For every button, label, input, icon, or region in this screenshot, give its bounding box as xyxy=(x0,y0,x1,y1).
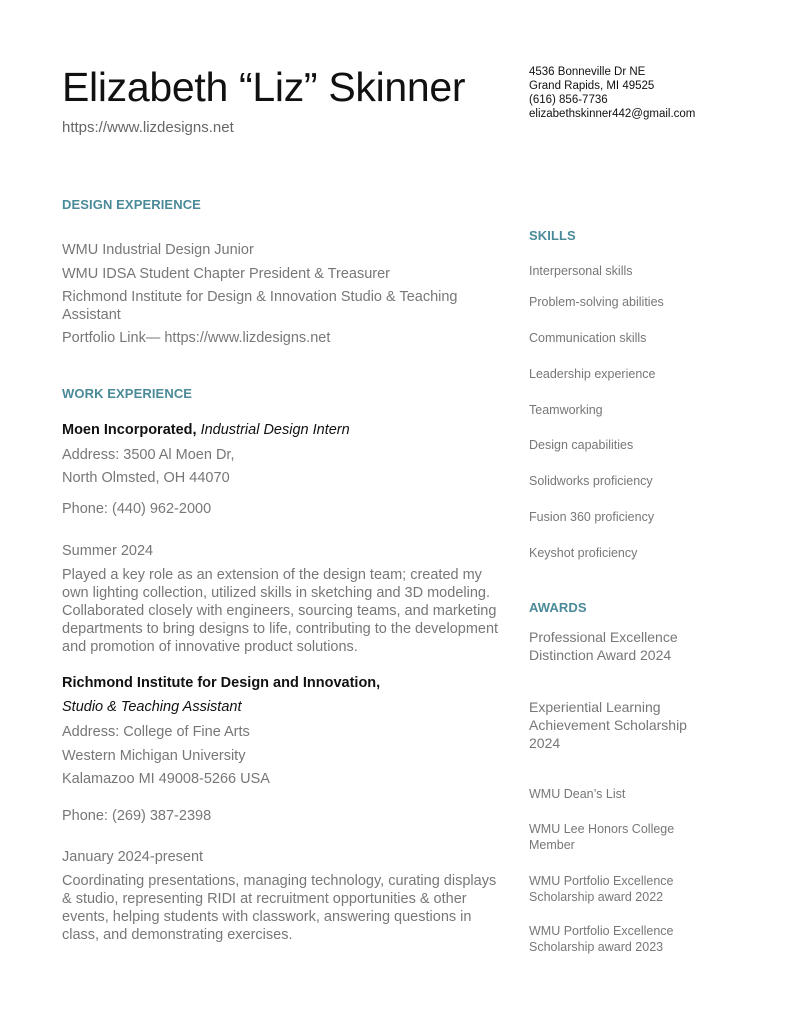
job-title xyxy=(62,422,350,438)
company-name: Richmond Institute for Design and Innovation, xyxy=(62,675,381,691)
address-line-2: Grand Rapids, MI 49525 xyxy=(529,80,655,92)
skill-item: Keyshot proficiency xyxy=(529,546,638,560)
job-description: Coordinating presentations, managing technology, curating displays & studio, representing RIDI at recruitment opportunities & other events, helping students with classwork, answering questions in class, and demonstrating exercises. xyxy=(62,873,497,943)
job-address: Address: 3500 Al Moen Dr, xyxy=(62,447,235,463)
skills-heading: SKILLS xyxy=(529,228,576,243)
job-title xyxy=(62,675,380,691)
design-experience-item: WMU Industrial Design Junior xyxy=(62,242,254,258)
award-item: Experiential Learning Achievement Scholarship 2024 xyxy=(529,699,687,751)
skill-item: Solidworks proficiency xyxy=(529,474,653,488)
design-experience-item: Portfolio Link— https://www.lizdesigns.net xyxy=(62,330,331,346)
job-phone: Phone: (269) 387-2398 xyxy=(62,808,212,824)
award-item: WMU Lee Honors College Member xyxy=(529,822,675,852)
skill-item: Teamworking xyxy=(529,403,603,417)
job-dates: January 2024-present xyxy=(62,849,204,865)
job-role: Studio & Teaching Assistant xyxy=(62,699,242,715)
contact-block xyxy=(529,65,695,121)
email-address: elizabethskinner442@gmail.com xyxy=(529,108,696,120)
job-address: Address: College of Fine Arts xyxy=(62,724,250,740)
award-item: WMU Portfolio Excellence Scholarship award 2022 xyxy=(529,874,674,904)
work-experience-heading: WORK EXPERIENCE xyxy=(62,386,193,401)
job-address: Western Michigan University xyxy=(62,748,246,764)
skill-item: Communication skills xyxy=(529,331,647,345)
job-phone: Phone: (440) 962-2000 xyxy=(62,501,212,517)
job-role: Industrial Design Intern xyxy=(200,422,350,438)
company-name: Moen Incorporated, xyxy=(62,422,197,438)
job-address: Kalamazoo MI 49008-5266 USA xyxy=(62,771,270,787)
skill-item: Fusion 360 proficiency xyxy=(529,510,655,524)
job-description: Played a key role as an extension of the design team; created my own lighting collection, utilized skills in sketching and 3D modeling. Collaborated closely with engineers, sourcing teams, and marketing departments to bring designs to life, contributing to the development and promotion of innovative product solutions. xyxy=(62,567,499,655)
skill-item: Leadership experience xyxy=(529,367,656,381)
address-line-1: 4536 Bonneville Dr NE xyxy=(529,66,646,78)
design-experience-item: Richmond Institute for Design & Innovation Studio & Teaching Assistant xyxy=(62,289,458,323)
award-item: WMU Portfolio Excellence Scholarship award 2023 xyxy=(529,924,674,954)
website-url: https://www.lizdesigns.net xyxy=(62,119,234,136)
job-role-line xyxy=(62,699,241,715)
job-dates: Summer 2024 xyxy=(62,543,154,559)
award-item: WMU Dean’s List xyxy=(529,787,626,801)
job-address: North Olmsted, OH 44070 xyxy=(62,470,230,486)
phone-number: (616) 856-7736 xyxy=(529,94,608,106)
skill-item: Interpersonal skills xyxy=(529,264,633,278)
design-experience-item: WMU IDSA Student Chapter President & Treasurer xyxy=(62,266,390,282)
skill-item: Design capabilities xyxy=(529,438,634,452)
resume-name: Elizabeth “Liz” Skinner xyxy=(62,64,466,110)
award-item: Professional Excellence Distinction Award 2024 xyxy=(529,629,678,663)
skill-item: Problem-solving abilities xyxy=(529,295,664,309)
design-experience-heading: DESIGN EXPERIENCE xyxy=(62,197,201,212)
awards-heading: AWARDS xyxy=(529,600,587,615)
